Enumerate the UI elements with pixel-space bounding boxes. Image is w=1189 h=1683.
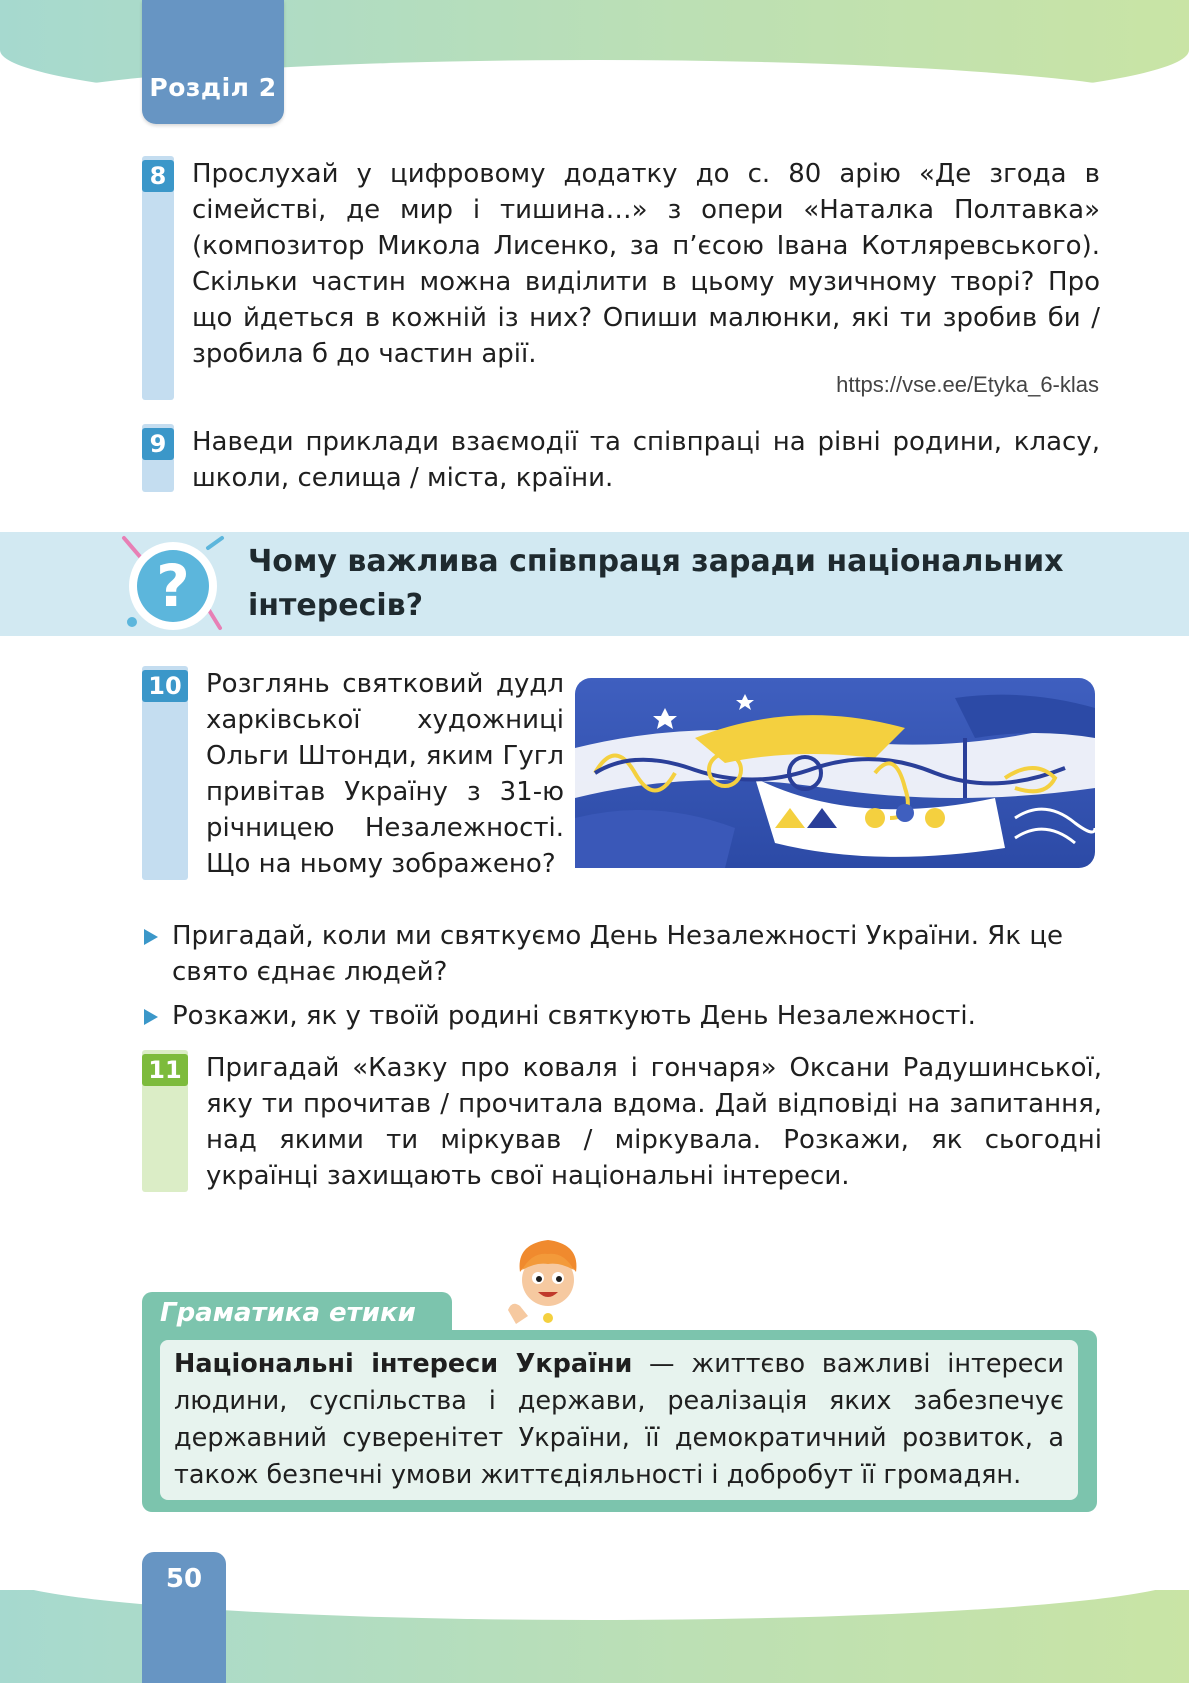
list-item [142,998,1102,1034]
grammar-definition [174,1346,1064,1494]
question-title: Чому важлива співпраця заради національних інтересів? [248,544,1064,623]
task-11 [142,1050,1102,1192]
digital-app-link[interactable]: https://vse.ee/Etyka_6-klas [836,372,1099,397]
grammar-definition-text: — життєво важливі інтереси людини, суспільства і держави, реалізація яких забезпечує державний суверенітет України, її демократичний розвиток, а також безпечні умови життєдіяльності і добробут її громадян. [174,1349,1064,1490]
bullet-text: Розкажи, як у твоїй родині святкують День Незалежності. [172,1001,976,1031]
bullet-triangle-icon [144,1009,158,1025]
grammar-tab-label: Граматика етики [160,1298,416,1328]
task-number: 11 [142,1054,188,1086]
question-mark-icon [118,532,226,636]
task-10 [142,666,562,880]
page-number: 50 [165,1564,203,1594]
task-number: 9 [142,428,174,460]
task-9 [142,424,1102,492]
task-8 [142,156,1102,400]
task-number: 10 [142,670,188,702]
bullet-text: Пригадай, коли ми святкуємо День Незалежності України. Як це свято єднає людей? [172,921,1064,987]
grammar-term: Національні інтереси України [174,1349,633,1379]
boy-illustration-icon [498,1232,598,1332]
task-text: Прослухай у цифровому додатку до с. 80 арію «Де згода в сімействі, де мир і тишина…» з опери «Наталка Полтавка» (композитор Микола Лисенко, за п’єсою Івана Котляревського). Скільки частин можна виділити в цьому музичному творі? Про що йдеться в кожній із них? Опиши малюнки, які ти зробив би / зробила б до частин арії. [192,159,1100,369]
task-text: Розглянь святковий дудл харківської художниці Ольги Штонди, яким Гугл привітав Україну з 31-ю річницею Незалежності. Що на ньому зображено? [206,669,564,879]
list-item [142,918,1102,990]
page-number-tab [142,1552,226,1683]
bullet-list [142,918,1102,1042]
bullet-triangle-icon [144,929,158,945]
independence-doodle-image [575,678,1095,868]
section-label: Розділ 2 [149,73,277,102]
task-text: Пригадай «Казку про коваля і гончаря» Оксани Радушинської, яку ти прочитав / прочитала вдома. Дай відповіді на запитання, над якими ти міркував / міркувала. Розкажи, як сьогодні українці захищають свої національні інтереси. [206,1053,1102,1191]
task-bar [142,156,174,400]
task-text: Наведи приклади взаємодії та співпраці на рівні родини, класу, школи, селища / міста, країни. [192,427,1100,493]
task-number: 8 [142,160,174,192]
section-tab [142,0,284,124]
svg-text:?: ? [156,552,190,620]
